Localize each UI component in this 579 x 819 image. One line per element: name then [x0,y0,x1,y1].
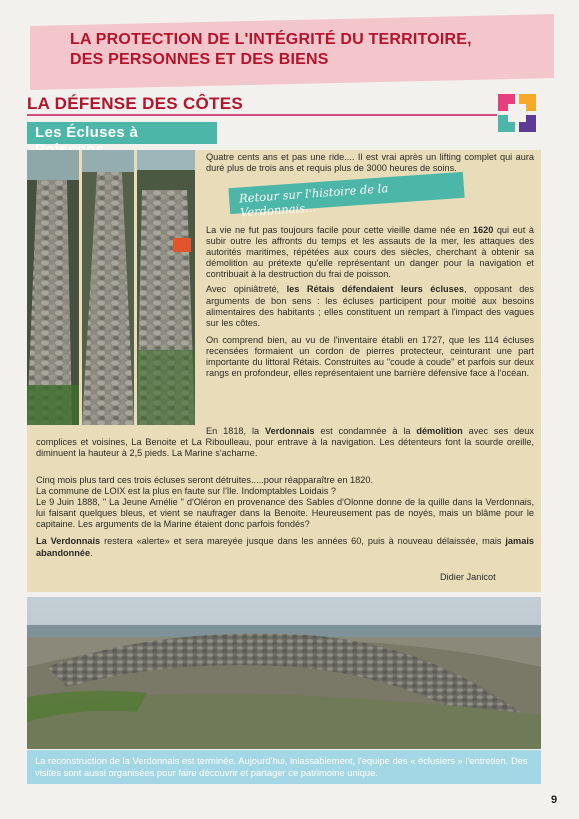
header-title [70,30,550,70]
header-line-1: LA PROTECTION DE L'INTÉGRITÉ DU TERRITOIRE, [70,31,472,48]
page-number: 9 [551,794,558,806]
paragraph: En 1818, la Verdonnais est condamnée à la démolition avec ses deux complices et voisines, La Benoite et La Riboulleau, pour entrave à la navigation. Les détenteurs font la sourde oreille, diminuent la hauteur à 2,5 pieds. La Marine s'acharne. [36,426,534,459]
title-rule [27,114,497,116]
article-lower [36,475,534,559]
header-line-2: DES PERSONNES ET DES BIENS [70,51,329,68]
paragraph: Cinq mois plus tard ces trois écluses seront détruites.....pour réapparaître en 1820. [36,475,374,485]
article-column [206,225,534,383]
subtitle-bar: Les Écluses à [27,122,217,144]
paragraph: La Verdonnais restera «alerte» et sera mareyée jusque dans les années 60, puis à nouveau délaissée, mais jamais abandonnée. [36,536,534,558]
paragraph: La vie ne fut pas toujours facile pour cette vieille dame née en 1620 qui eut à subir outre les affronts du temps et les assauts de la mer, les attaques des autorités maritimes, répétées aux cours des siècles, cherchant à obtenir sa démolition au prétexte qu'elle représentant un danger pour la navigation et contribuait à la destruction du frai de poisson. [206,225,534,280]
fish-weir-photos [27,150,195,425]
article-intro: Quatre cents ans et pas une ride.... Il est vrai après un lifting complet qui aura duré plus de trois ans et requis plus de 3000 heures de soins. [206,152,534,174]
author-signature: Didier Janicot [440,572,496,582]
paragraph: On comprend bien, au vu de l'inventaire établi en 1727, que les 114 écluses recensées formaient un cordon de pierres protecteur, ceinturant une part importante du littoral Rétais. Construites au "coude à coude" et parfois sur deux rangs en profondeur, elles représentaient une barrière défensive face à l'océan. [206,334,534,379]
weir-panorama-photo [27,597,541,749]
retour-label: Retour sur l'histoire de la Verdonnais... [228,172,464,214]
photo-caption: La reconstruction de la Verdonnais est terminée. Aujourd'hui, inlassablement, l'équipe des « éclusiers » l'entretien. Des visites sont aussi organisées pour faire découvrir et partager ce patrimoine unique. [27,750,541,784]
paragraph: Le 9 Juin 1888, " La Jeune Amélie " d'Oléron en provenance des Sables d'Olonne donne de la quille dans la Verdonnais, lui faisant quelques bleus, et vient se naufrager dans la Benoite. Heureusement pas de noyés, mais un blâme pour le capitaine. Les arguments de la Marine étaient donc parfois fondés? [36,497,534,530]
logo-icon [498,94,536,132]
section-title: LA DÉFENSE DES CÔTES [27,94,244,113]
paragraph: La commune de LOIX est la plus en faute sur l'île. Indomptables Loidais ? [36,486,337,497]
paragraph: Avec opiniâtreté, les Rétais défendaient leurs écluses, opposant des arguments de bon sens : les écluses participent pour moitié aux besoins alimentaires des habitants ; elles constituent un rempart à l'impact des vagues sur les côtes. [206,284,535,328]
